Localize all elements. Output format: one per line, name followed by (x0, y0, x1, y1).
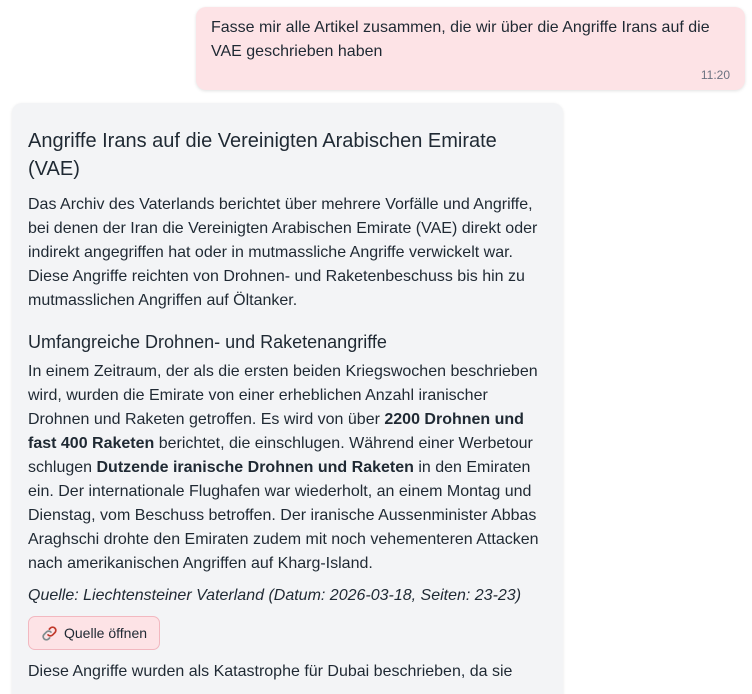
message-timestamp: 11:20 (700, 68, 730, 82)
section-title: Umfangreiche Drohnen- und Raketenangriffe (28, 332, 387, 352)
section-text-2: berichtet, die einschlugen. Während einer Werbetour schlugen (28, 435, 533, 476)
section-text-1: In einem Zeitraum, der als die ersten beiden Kriegswochen beschrieben wird, wurden die Emirate von einer erheblichen Anzahl iranischer Drohnen und Raketen getroffen. Es wird von über (28, 363, 538, 428)
user-message-row (196, 7, 745, 90)
assistant-message-bubble (12, 103, 563, 694)
section-bold-1: 2200 Drohnen und fast 400 Raketen (28, 411, 524, 452)
link-icon (41, 625, 58, 642)
section-text-3: in den Emiraten ein. Der internationale Flughafen war wiederholt, an einem Montag und Dienstag, vom Beschuss betroffen. Der iranische Aussenminister Abbas Araghschi drohte den Emiraten zudem mit noch vehementeren Attacken nach amerikanischen Angriffen auf Kharg-Island. (28, 459, 539, 572)
user-message-text: Fasse mir alle Artikel zusammen, die wir über die Angriffe Irans auf die VAE geschrieben haben (211, 19, 710, 60)
section-paragraph (28, 360, 547, 576)
user-message-bubble (196, 7, 745, 90)
source-citation: Quelle: Liechtensteiner Vaterland (Datum: 2026-03-18, Seiten: 23-23) (28, 587, 522, 604)
open-source-button[interactable] (28, 616, 160, 650)
section-bold-2: Dutzende iranische Drohnen und Raketen (96, 459, 414, 476)
intro-paragraph: Das Archiv des Vaterlands berichtet über mehrere Vorfälle und Angriffe, bei denen der Iran die Vereinigten Arabischen Emirate (VAE) direkt oder indirekt angegriffen hat oder in mutmassliche Angriffe verwickelt war. Diese Angriffe reichten von Drohnen- und Raketenbeschuss bis hin zu mutmasslichen Angriffen auf Öltanker. (28, 196, 538, 309)
continuation-paragraph: Diese Angriffe wurden als Katastrophe für Dubai beschrieben, da sie (28, 663, 513, 680)
open-source-label: Quelle öffnen (64, 625, 148, 641)
answer-title: Angriffe Irans auf die Vereinigten Arabischen Emirate (VAE) (28, 130, 497, 180)
